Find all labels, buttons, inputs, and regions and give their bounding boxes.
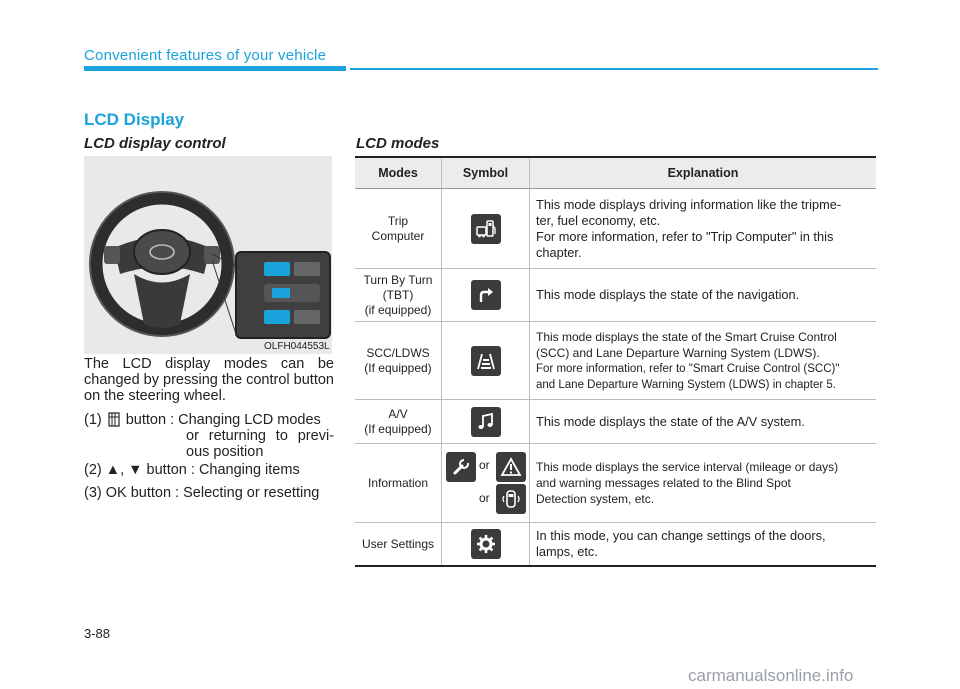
warning-triangle-icon <box>496 452 526 482</box>
list-item-1 <box>84 412 334 460</box>
explanation-cell: This mode displays the state of the A/V system. <box>529 400 876 443</box>
section-title: LCD Display <box>84 110 185 129</box>
list-item-2: (2) ▲, ▼ button : Changing items <box>84 462 300 478</box>
explanation-cell: This mode displays the service interval (mileage or days) and warning messages related to the Blind Spot Detection system, etc. <box>529 444 876 522</box>
music-note-icon <box>471 407 501 437</box>
watermark: carmanualsonline.info <box>688 666 854 685</box>
figure-caption: OLFH044553L <box>264 341 330 352</box>
explanation-cell: This mode displays the state of the navigation. <box>529 269 876 321</box>
intro-paragraph: The LCD display modes can be changed by pressing the control button on the steering wheel. <box>84 356 334 404</box>
symbol-cell <box>441 269 529 321</box>
list-item-1-number: (1) <box>84 412 102 428</box>
explanation-cell: This mode displays the state of the Smart Cruise Control (SCC) and Lane Departure Warning System (LDWS). For more information, refer to "Smart Cruise Control (SCC)" and Lane Departure Warning System (LDWS) in chapter 5. <box>529 322 876 399</box>
or-label: or <box>479 458 490 472</box>
mode-cell: A/V (If equipped) <box>364 406 432 436</box>
table-row <box>355 444 876 523</box>
table-row <box>355 523 876 567</box>
symbol-cell <box>441 189 529 268</box>
explanation-cell: This mode displays driving information like the tripme- ter, fuel economy, etc. For more information, refer to "Trip Computer" in this chapter. <box>529 189 876 268</box>
page-number: 3-88 <box>84 626 111 641</box>
table-header-row <box>355 158 876 189</box>
mode-cell: SCC/LDWS (If equipped) <box>364 345 432 375</box>
mode-button-icon <box>102 412 126 427</box>
header-rule-thin <box>350 68 878 70</box>
turn-arrow-icon <box>471 280 501 310</box>
header-symbol: Symbol <box>441 158 529 188</box>
table-row <box>355 322 876 400</box>
list-item-1-text-b: or returning to previ- <box>186 428 334 444</box>
mode-cell: Turn By Turn (TBT) (if equipped) <box>363 272 433 317</box>
fuel-trip-icon <box>471 214 501 244</box>
header-explanation: Explanation <box>529 158 876 188</box>
lcd-modes-table <box>355 156 876 567</box>
header-modes: Modes <box>378 165 418 180</box>
list-item-3: (3) OK button : Selecting or resetting <box>84 485 320 501</box>
symbol-cell <box>441 523 529 565</box>
steering-wheel-figure <box>84 156 332 354</box>
symbol-cell <box>441 444 529 522</box>
lane-icon <box>471 346 501 376</box>
chapter-header-title: Convenient features of your vehicle <box>84 47 327 64</box>
mode-cell: User Settings <box>361 536 435 551</box>
table-row <box>355 269 876 322</box>
or-label: or <box>479 491 490 505</box>
mode-cell: Trip Computer <box>371 213 425 243</box>
table-row <box>355 189 876 269</box>
subsection-title-control: LCD display control <box>84 135 226 152</box>
steering-wheel-illustration <box>84 156 332 354</box>
header-rule-thick <box>84 66 346 71</box>
table-row <box>355 400 876 444</box>
subsection-title-modes: LCD modes <box>356 135 440 152</box>
explanation-cell: In this mode, you can change settings of the doors, lamps, etc. <box>529 523 876 565</box>
blind-spot-icon <box>496 484 526 514</box>
gear-icon <box>471 529 501 559</box>
list-item-1-text-a: button : Changing LCD modes <box>125 412 321 428</box>
wrench-icon <box>446 452 476 482</box>
list-item-1-text-c: ous position <box>186 444 264 460</box>
symbol-cell <box>441 400 529 443</box>
mode-cell: Information <box>367 475 429 490</box>
symbol-cell <box>441 322 529 399</box>
